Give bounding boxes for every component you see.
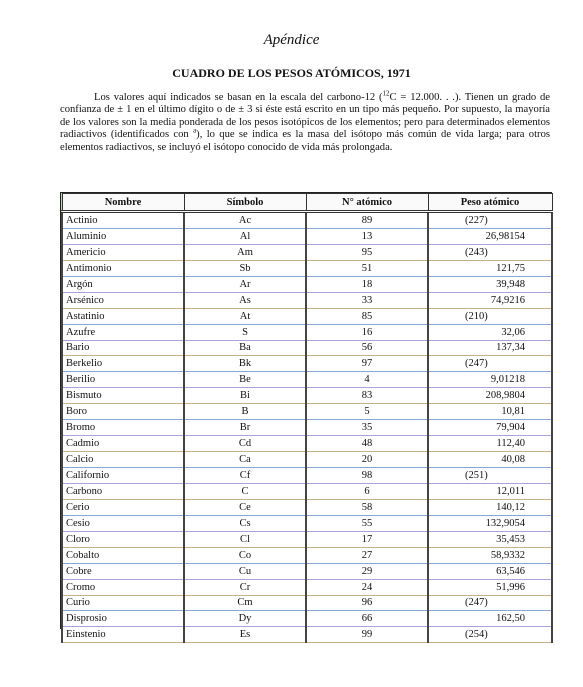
element-symbol-cell: Ar [184,276,306,292]
atomic-number-cell: 24 [306,579,428,595]
atomic-weight-value: 58,9332 [490,549,525,561]
table-row [62,452,552,468]
atomic-weight-value: 26,98154 [485,230,525,242]
atomic-number-cell: 48 [306,436,428,452]
element-name-cell: Cromo [62,579,184,595]
element-name-cell: Cerio [62,499,184,515]
intro-text-2: C = 12.000. . .). Tienen un grado de confianza de ± 1 en el último dígito o de ± 3 si éste está escrito en un tipo más pequeño. Por supuesto, la mayoría de los valores son la media ponderada de los pesos isotópicos de los elementos; pero para determinados elementos radiactivos (identificados con [60,92,550,141]
table-row [62,276,552,292]
atomic-number-cell: 85 [306,308,428,324]
element-symbol-cell: Cm [184,595,306,611]
element-name-cell: Berilio [62,372,184,388]
atomic-number-cell: 51 [306,260,428,276]
element-name-cell: Disprosio [62,611,184,627]
atomic-weight-cell [428,452,552,468]
atomic-weight-value: (210) [465,310,488,322]
table-row [62,356,552,372]
element-symbol-cell: Cr [184,579,306,595]
atomic-weight-value: 79,904 [496,422,525,434]
element-name-cell: Bismuto [62,388,184,404]
atomic-weight-cell [428,531,552,547]
atomic-number-cell: 16 [306,324,428,340]
element-symbol-cell: C [184,483,306,499]
element-name-cell: Cobalto [62,547,184,563]
element-name-cell: Bromo [62,420,184,436]
element-symbol-cell: Ba [184,340,306,356]
intro-paragraph [60,89,550,154]
atomic-number-cell: 18 [306,276,428,292]
atomic-number-cell: 89 [306,212,428,229]
element-symbol-cell: Dy [184,611,306,627]
element-symbol-cell: Bk [184,356,306,372]
element-symbol-cell: Br [184,420,306,436]
element-name-cell: Calcio [62,452,184,468]
atomic-weight-value: 137,34 [496,342,525,354]
element-symbol-cell: Ca [184,452,306,468]
atomic-number-cell: 13 [306,228,428,244]
column-header-atomic-weight: Peso atómico [428,194,552,212]
table-row [62,563,552,579]
element-name-cell: Azufre [62,324,184,340]
atomic-number-cell: 5 [306,404,428,420]
atomic-weight-value: (254) [465,629,488,641]
element-symbol-cell: S [184,324,306,340]
atomic-weight-value: (247) [465,597,488,609]
atomic-number-cell: 27 [306,547,428,563]
table-row [62,595,552,611]
atomic-weight-cell [428,515,552,531]
atomic-number-cell: 29 [306,563,428,579]
atomic-weight-cell [428,563,552,579]
column-header-symbol: Símbolo [184,194,306,212]
atomic-weight-value: 132,9054 [485,517,525,529]
atomic-weight-cell [428,276,552,292]
atomic-weight-value: (247) [465,358,488,370]
atomic-weight-cell [428,420,552,436]
table-row [62,260,552,276]
atomic-weight-cell [428,324,552,340]
table-row [62,228,552,244]
table-body [62,212,552,643]
intro-text-3: ), lo que se indica es la masa del isótopo más común de vida larga; para otros elementos radiactivos, se incluyó el isótopo conocido de vida más prolongada. [60,129,550,153]
element-symbol-cell: Ce [184,499,306,515]
table-row [62,420,552,436]
atomic-weight-value: 9,01218 [490,374,525,386]
atomic-weight-value: (251) [465,469,488,481]
atomic-number-cell: 56 [306,340,428,356]
element-symbol-cell: Al [184,228,306,244]
table-row [62,340,552,356]
atomic-weight-value: 121,75 [496,262,525,274]
atomic-weight-value: 51,996 [496,581,525,593]
atomic-number-cell: 20 [306,452,428,468]
atomic-number-cell: 96 [306,595,428,611]
atomic-weight-cell [428,228,552,244]
element-symbol-cell: Bi [184,388,306,404]
element-name-cell: Cesio [62,515,184,531]
atomic-weight-value: 63,546 [496,565,525,577]
element-name-cell: Bario [62,340,184,356]
atomic-weight-value: 39,948 [496,278,525,290]
atomic-weight-cell [428,356,552,372]
element-symbol-cell: Cd [184,436,306,452]
atomic-weight-cell [428,579,552,595]
atomic-weight-cell [428,436,552,452]
table-row [62,308,552,324]
table-row [62,468,552,484]
atomic-weight-cell [428,611,552,627]
table-row [62,515,552,531]
element-name-cell: Carbono [62,483,184,499]
atomic-weight-cell [428,340,552,356]
atomic-number-cell: 98 [306,468,428,484]
element-name-cell: Antimonio [62,260,184,276]
atomic-number-cell: 35 [306,420,428,436]
table-row [62,404,552,420]
element-name-cell: Cloro [62,531,184,547]
element-symbol-cell: Co [184,547,306,563]
atomic-number-cell: 33 [306,292,428,308]
atomic-number-cell: 6 [306,483,428,499]
table-header-row [62,194,552,212]
atomic-weight-value: 112,40 [496,438,525,450]
table-row [62,324,552,340]
atomic-weight-cell [428,244,552,260]
atomic-number-cell: 83 [306,388,428,404]
element-symbol-cell: B [184,404,306,420]
atomic-weight-cell [428,388,552,404]
element-name-cell: Einstenio [62,627,184,643]
atomic-weight-cell [428,499,552,515]
atomic-weight-cell [428,468,552,484]
table-row [62,483,552,499]
atomic-weight-value: 40,08 [501,454,525,466]
atomic-weight-value: 74,9216 [490,294,525,306]
element-symbol-cell: Cs [184,515,306,531]
atomic-weight-cell [428,372,552,388]
element-symbol-cell: Cl [184,531,306,547]
element-name-cell: Cobre [62,563,184,579]
element-symbol-cell: Ac [184,212,306,229]
atomic-number-cell: 58 [306,499,428,515]
atomic-weight-value: 208,9804 [485,390,525,402]
table-row [62,499,552,515]
atomic-weight-cell [428,292,552,308]
atomic-weight-value: (227) [465,214,488,226]
atomic-weight-cell [428,308,552,324]
element-symbol-cell: Es [184,627,306,643]
atomic-weight-cell [428,595,552,611]
element-name-cell: Aluminio [62,228,184,244]
page-header-title: Apéndice [263,32,320,48]
atomic-number-cell: 97 [306,356,428,372]
atomic-weight-value: 12,011 [496,485,525,497]
atomic-weight-value: 32,06 [501,326,525,338]
element-symbol-cell: Cu [184,563,306,579]
element-symbol-cell: Sb [184,260,306,276]
atomic-weight-cell [428,260,552,276]
table-row [62,212,552,229]
column-header-name: Nombre [62,194,184,212]
table-row [62,547,552,563]
atomic-weight-value: 10,81 [501,406,525,418]
element-name-cell: Arsénico [62,292,184,308]
column-header-atomic-number: N° atómico [306,194,428,212]
atomic-number-cell: 99 [306,627,428,643]
table-row [62,292,552,308]
element-name-cell: Americio [62,244,184,260]
table-row [62,244,552,260]
element-name-cell: Berkelio [62,356,184,372]
element-name-cell: Curio [62,595,184,611]
atomic-weights-table [61,193,553,643]
element-name-cell: Californio [62,468,184,484]
atomic-number-cell: 55 [306,515,428,531]
element-symbol-cell: As [184,292,306,308]
element-symbol-cell: Am [184,244,306,260]
element-symbol-cell: At [184,308,306,324]
element-symbol-cell: Be [184,372,306,388]
atomic-number-cell: 17 [306,531,428,547]
atomic-weight-value: (243) [465,246,488,258]
atomic-number-cell: 4 [306,372,428,388]
atomic-weight-cell [428,547,552,563]
table-row [62,579,552,595]
table-row [62,388,552,404]
atomic-weights-table-container [60,192,552,641]
table-row [62,627,552,643]
atomic-number-cell: 66 [306,611,428,627]
atomic-weight-value: 35,453 [496,533,525,545]
atomic-weight-value: 162,50 [496,613,525,625]
table-row [62,611,552,627]
element-name-cell: Cadmio [62,436,184,452]
atomic-number-cell: 95 [306,244,428,260]
table-row [62,372,552,388]
element-name-cell: Astatinio [62,308,184,324]
atomic-weight-cell [428,483,552,499]
element-name-cell: Actinio [62,212,184,229]
table-row [62,436,552,452]
table-row [62,531,552,547]
intro-superscript-mass: 12 [382,89,390,98]
table-title: CUADRO DE LOS PESOS ATÓMICOS, 1971 [172,66,411,80]
atomic-weight-cell [428,627,552,643]
atomic-weight-cell [428,404,552,420]
intro-superscript-mark: a [193,126,197,135]
intro-text-1: Los valores aquí indicados se basan en la escala del carbono-12 ( [94,92,383,103]
element-name-cell: Argón [62,276,184,292]
element-name-cell: Boro [62,404,184,420]
atomic-weight-value: 140,12 [496,501,525,513]
atomic-weight-cell [428,212,552,229]
element-symbol-cell: Cf [184,468,306,484]
